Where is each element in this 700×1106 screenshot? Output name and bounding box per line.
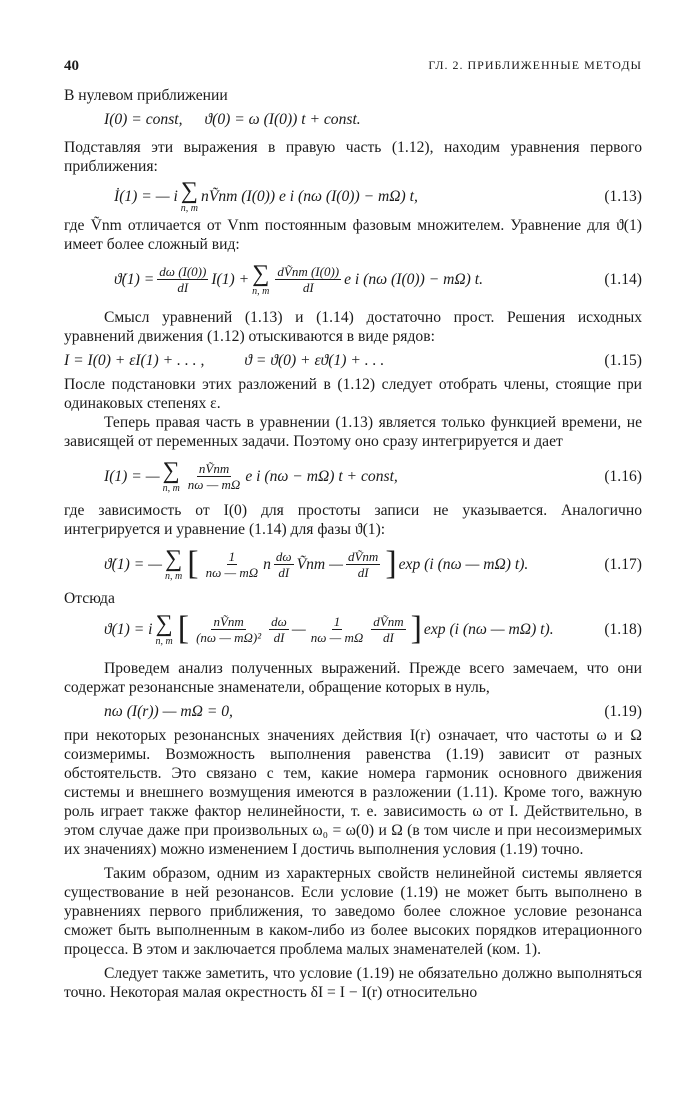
sum-symbol: ∑ n, m [162,457,180,494]
fraction: $\frac{1}{n\omega — m\Omega}$ [205,548,259,580]
sum-symbol: ∑ n, m [252,260,270,297]
eq119: nω (I(r)) — mΩ = 0, [104,703,233,720]
bracket-left: [ [177,610,190,647]
equation-1-13 [64,177,642,214]
sum-symbol: ∑ n, m [180,177,199,214]
eq116-lhs: I(1) = — [104,467,160,485]
paragraph-dependence: где зависимость от I(0) для простоты записи не указывается. Аналогично интегрируется и уравнение (1.14) для фазы ϑ(1): [64,502,642,538]
eq115-theta: ϑ = ϑ(0) + εϑ(1) + . . . [244,352,385,369]
eq114-mid: I(1) + [211,270,250,288]
equation-1-18 [64,608,642,650]
paragraph-resonance: при некоторых резонансных значениях действия I(r) означает, что частоты ω и Ω соизмеримы. Возможность выполнения равенства (1.19) зависит от разных обстоятельств. Это связано с тем, какие номера гармоник основного движения системы и внешнего возмущения имеются в разложении (1.11). Кроме того, важную роль играет также фактор нелинейности, т. е. зависимость ω от I. Действительно, в этом случае даже при произвольных ω₀ = ω(0) и Ω (в том числе и при несоизмеримых их значениях) можно изменением I достичь выполнения условия (1.19) точно. [64,727,642,858]
paragraph-note: Следует также заметить, что условие (1.19) не обязательно должно выполняться точно. Некоторая малая окрестность δI = I − I(r) относительно [64,965,642,1001]
eq114-tail: e i (nω (I(0)) − mΩ) t. [344,270,483,288]
eq117-v: Ṽnm — [296,555,343,573]
bracket-right: ] [385,545,397,582]
paragraph-analysis: Проведем анализ полученных выражений. Прежде всего замечаем, что они содержат резонансные знаменатели, обращение которых в нуль, [64,660,642,696]
paragraph-right-side: Теперь правая часть в уравнении (1.13) является только функцией времени, не зависящей от переменных задачи. Поэтому оно сразу интегрируется и дает [64,414,642,450]
eq115-I: I = I(0) + εI(1) + . . . , [64,352,205,369]
fraction: $\frac{\text{dṼnm}}{dI}$ [373,613,404,645]
bracket-right: ] [410,610,422,647]
paragraph-substituting: Подставляя эти выражения в правую часть (1.12), находим уравнения первого приближения: [64,139,642,175]
equation-1-14 [64,259,642,299]
bracket-left: [ [187,545,199,582]
sum-symbol: ∑ n, m [165,545,183,582]
equation-number: (1.18) [604,620,642,638]
fraction: $\frac{\text{nṼnm}}{n\omega — m\Omega}$ [187,460,241,492]
fraction: $\frac{\text{nṼnm}}{\text{(nω — mΩ)²}}$ [196,613,262,645]
paragraph-thus: Таким образом, одним из характерных свойств нелинейной системы является существование в ней резонансов. Если условие (1.19) не может быть выполнено в уравнениях первого приближения, то заведомо более сложное условие резонанса сможет быть выполненным в каком-либо из более высоких порядков итерационного процесса. В этом и заключается проблема малых знаменателей (ком. 1). [64,865,642,958]
eq-zero-I: I(0) = const, [104,111,183,128]
fraction: $\frac{\text{dṼnm (I(0))}}{dI}$ [277,263,340,295]
eq116-tail: e i (nω − mΩ) t + const, [245,467,398,485]
eq113-lhs: İ(1) = — i [114,187,178,205]
paragraph-hence: Отсюда [64,590,115,607]
equation-number: (1.13) [604,187,642,205]
eq118-minus: — [291,620,306,638]
page-header [64,58,642,76]
sum-symbol: ∑ n, m [155,610,173,647]
eq118-tail: exp (i (nω — mΩ) t). [423,620,554,638]
eq117-lhs: ϑ̇(1) = — [104,555,163,573]
equation-1-19 [64,702,642,721]
equation-1-16 [64,456,642,496]
paragraph-after-substitution: После подстановки этих разложений в (1.12) следует отобрать члены, стоящие при одинаковых степенях ε. [64,376,642,412]
fraction: $\frac{1}{n\omega — m\Omega}$ [310,613,364,645]
equation-number: (1.14) [604,270,642,288]
equation-number: (1.19) [604,703,642,720]
eq117-tail: exp (i (nω — mΩ) t). [398,555,529,573]
page-body [64,86,642,1002]
paragraph-meaning: Смысл уравнений (1.13) и (1.14) достаточно прост. Решения исходных уравнений движения (1.12) отыскиваются в виде рядов: [64,309,642,345]
eq113-rhs: nṼnm (I(0)) e i (nω (I(0)) − mΩ) t, [201,187,418,205]
eq-zero-theta: ϑ(0) = ω (I(0)) t + const. [204,111,361,128]
equation-number: (1.15) [604,352,642,369]
equation-zero-approx [64,110,642,129]
fraction: $\frac{d\omega}{dI}$ [275,548,292,580]
fraction: $\frac{d\omega}{dI}$ [271,613,287,645]
equation-number: (1.16) [604,467,642,485]
page-number: 40 [64,58,79,74]
eq114-lhs: ϑ̇(1) = [114,270,155,288]
equation-1-17 [64,544,642,584]
running-head: ГЛ. 2. ПРИБЛИЖЕННЫЕ МЕТОДЫ [428,58,642,72]
paragraph-where-vnm: где Ṽnm отличается от Vnm постоянным фазовым множителем. Уравнение для ϑ(1) имеет более сложный вид: [64,217,642,253]
equation-number: (1.17) [604,555,642,573]
fraction: $\frac{d\omega (I(0))}{dI}$ [159,263,207,295]
eq118-lhs: ϑ(1) = i [104,620,153,638]
fraction: $\frac{\text{dṼnm}}{dI}$ [347,548,379,580]
equation-1-15 [64,351,642,370]
eq117-n: n [263,555,271,573]
paragraph-zero-approx: В нулевом приближении [64,87,228,104]
